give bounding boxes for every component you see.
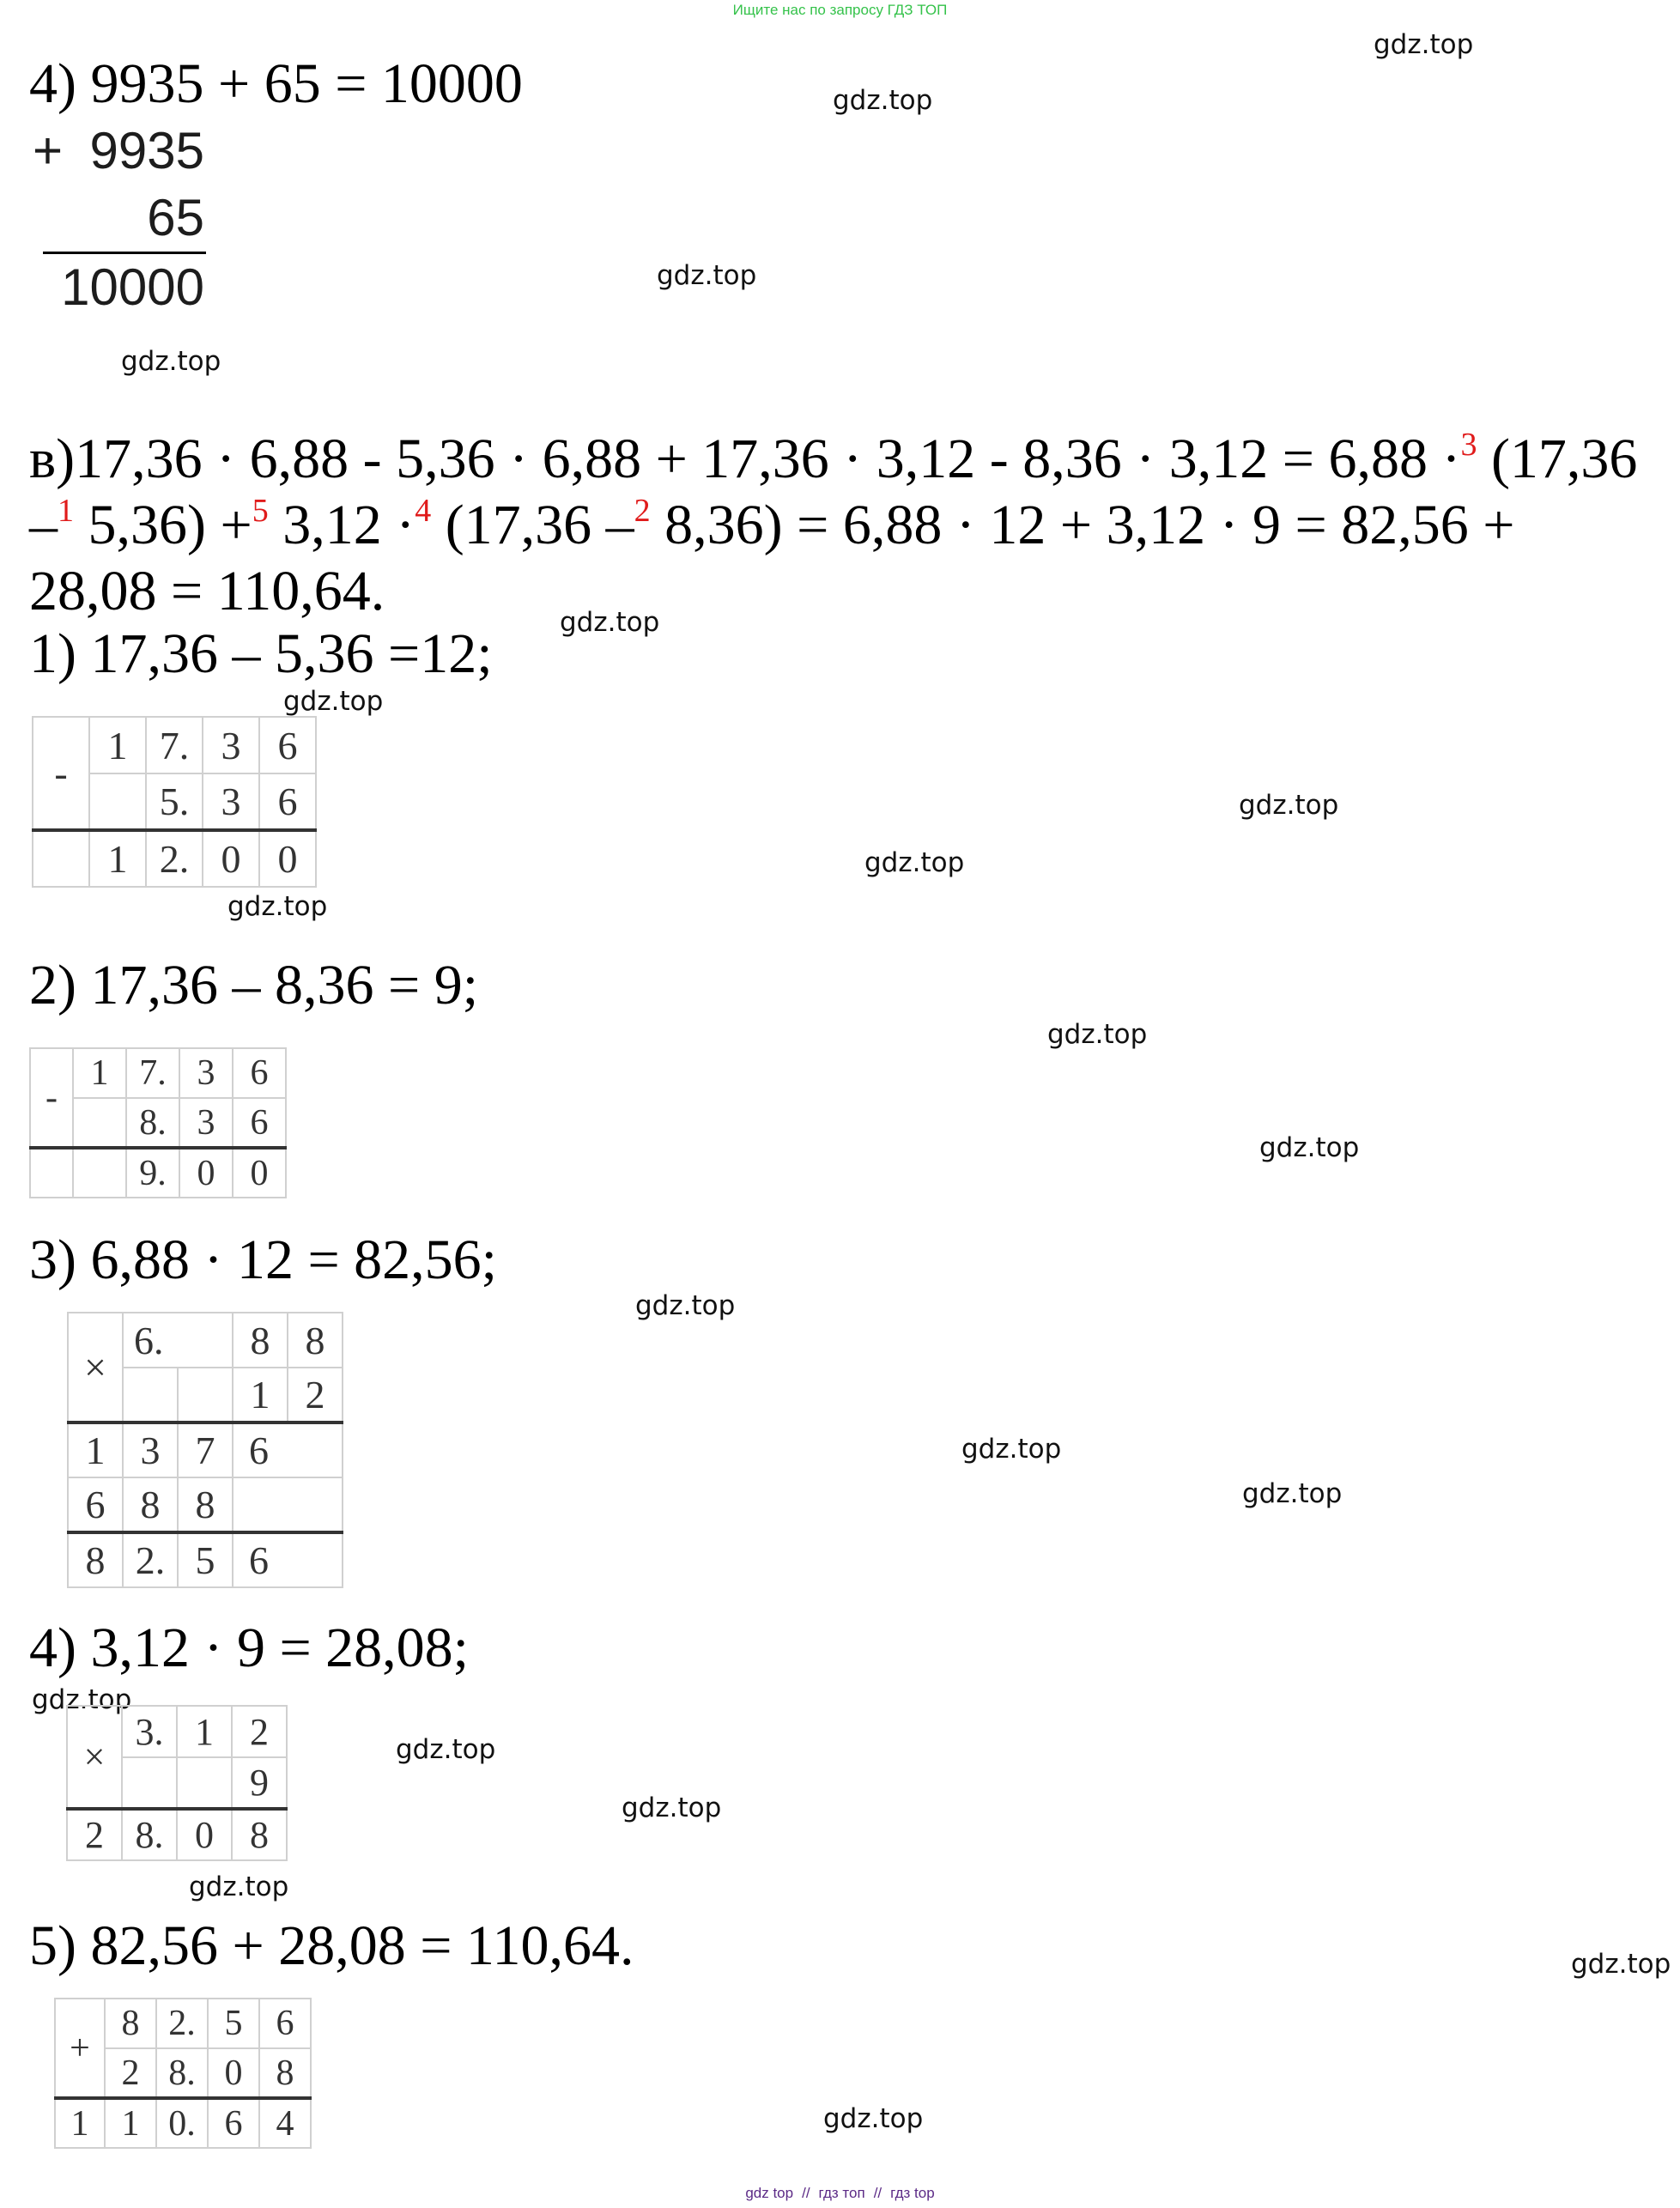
digit-cell: 6. [123, 1313, 233, 1368]
digit-cell: 5 [178, 1532, 233, 1587]
watermark: gdz.top [864, 847, 965, 878]
expression-part: 5,36) + [74, 494, 252, 556]
digit-cell: 1 [68, 1422, 123, 1477]
digit-cell: 2. [123, 1532, 178, 1587]
digit-cell: 1 [73, 1048, 126, 1098]
watermark: gdz.top [1047, 1019, 1148, 1050]
watermark: gdz.top [657, 260, 757, 291]
digit-cell: 8 [123, 1477, 178, 1532]
digit-cell: 5 [208, 1999, 259, 2048]
digit-cell: 8 [68, 1532, 123, 1587]
digit-cell [233, 1477, 343, 1532]
order-mark: 2 [634, 493, 651, 529]
expression-part: 3,12 · [268, 494, 415, 556]
watermark: gdz.top [635, 1290, 736, 1321]
step-2-table [29, 1047, 287, 1198]
digit-cell: 2. [146, 830, 203, 887]
watermark: gdz.top [961, 1434, 1062, 1465]
digit-cell: 1 [89, 830, 146, 887]
digit-cell: 2 [288, 1368, 343, 1422]
digit-cell: 0 [203, 830, 259, 887]
digit-cell: 8. [126, 1098, 179, 1148]
digit-cell: 9 [232, 1757, 287, 1809]
watermark: gdz.top [121, 346, 221, 377]
digit-cell [177, 1757, 232, 1809]
step-1-title: 1) 17,36 – 5,36 =12; [29, 622, 493, 685]
expression-part: 8,36) = 6,88 · 12 + 3,12 · 9 = 82,56 + 28,08 = 110,64. [29, 494, 1515, 622]
digit-cell: 0 [233, 1148, 286, 1198]
digit-cell: 2 [232, 1706, 287, 1757]
order-mark: 3 [1460, 427, 1477, 463]
digit-cell: 6 [68, 1477, 123, 1532]
operator: × [67, 1706, 122, 1809]
digit-cell [33, 830, 89, 887]
digit-cell: 8 [233, 1313, 288, 1368]
step-5-title: 5) 82,56 + 28,08 = 110,64. [29, 1914, 634, 1977]
digit-cell: 2 [105, 2048, 156, 2098]
digit-cell [178, 1368, 233, 1422]
digit-cell: 8. [122, 1809, 177, 1860]
digit-cell: 3 [203, 717, 259, 773]
digit-cell: 0. [156, 2098, 208, 2148]
digit-cell: 1 [105, 2098, 156, 2148]
watermark: gdz.top [32, 1684, 132, 1715]
watermark: gdz.top [823, 2103, 924, 2134]
footer-separator: // [873, 2185, 882, 2201]
footer-links [0, 2185, 1680, 2202]
digit-cell [89, 773, 146, 830]
step-4-title: 4) 3,12 · 9 = 28,08; [29, 1617, 470, 1679]
digit-cell: 6 [208, 2098, 259, 2148]
expression-v [29, 426, 1643, 624]
expression-part: (17,36 – [29, 428, 1638, 556]
addend-top: 9935 [89, 122, 204, 179]
footer-link[interactable]: гдз топ [818, 2185, 865, 2201]
digit-cell: 8 [259, 2048, 311, 2098]
digit-cell: 8 [178, 1477, 233, 1532]
top-banner: Ищите нас по запросу ГДЗ ТОП [732, 2, 948, 18]
watermark: gdz.top [396, 1734, 496, 1765]
operator: + [55, 1999, 105, 2098]
digit-cell: 3 [203, 773, 259, 830]
digit-cell: 0 [177, 1809, 232, 1860]
watermark: gdz.top [1239, 790, 1339, 821]
step-3-title: 3) 6,88 · 12 = 82,56; [29, 1228, 498, 1291]
order-mark: 1 [58, 493, 74, 529]
digit-cell: 8 [288, 1313, 343, 1368]
digit-cell [73, 1098, 126, 1148]
watermark: gdz.top [1571, 1949, 1671, 1980]
digit-cell: 6 [233, 1422, 343, 1477]
digit-cell: 6 [259, 773, 316, 830]
digit-cell: 6 [233, 1048, 286, 1098]
digit-cell: 8 [105, 1999, 156, 2048]
watermark: gdz.top [283, 686, 384, 717]
watermark: gdz.top [1259, 1132, 1360, 1163]
step-3-table [67, 1312, 343, 1588]
digit-cell: 7. [146, 717, 203, 773]
sum-result: 10000 [61, 258, 204, 316]
digit-cell: 8 [232, 1809, 287, 1860]
digit-cell [30, 1148, 73, 1198]
digit-cell: 6 [259, 1999, 311, 2048]
digit-cell: 2 [67, 1809, 122, 1860]
digit-cell: 0 [179, 1148, 233, 1198]
equation-4: 4) 9935 + 65 = 10000 [29, 52, 523, 115]
digit-cell [73, 1148, 126, 1198]
digit-cell: 3 [179, 1098, 233, 1148]
footer-separator: // [802, 2185, 810, 2201]
expression-part: (17,36 – [431, 494, 634, 556]
watermark: gdz.top [1242, 1478, 1343, 1509]
digit-cell: 4 [259, 2098, 311, 2148]
digit-cell: 5. [146, 773, 203, 830]
footer-link[interactable]: gdz top [745, 2185, 794, 2201]
watermark: gdz.top [560, 607, 660, 638]
digit-cell [123, 1368, 178, 1422]
digit-cell: 3 [123, 1422, 178, 1477]
watermark: gdz.top [1374, 29, 1474, 60]
digit-cell: 1 [89, 717, 146, 773]
watermark: gdz.top [189, 1871, 289, 1902]
plus-sign: + [33, 122, 64, 179]
footer-link[interactable]: гдз top [890, 2185, 935, 2201]
digit-cell: 6 [233, 1532, 343, 1587]
addend-bottom: 65 [147, 189, 204, 246]
step-2-title: 2) 17,36 – 8,36 = 9; [29, 954, 479, 1016]
watermark: gdz.top [227, 891, 328, 922]
expression-prefix: в)17,36 · 6,88 - 5,36 · 6,88 + 17,36 · 3,12 - 8,36 · 3,12 = 6,88 · [29, 428, 1461, 490]
watermark: gdz.top [833, 85, 933, 116]
digit-cell: 7 [178, 1422, 233, 1477]
step-4-table [66, 1705, 288, 1861]
digit-cell [122, 1757, 177, 1809]
digit-cell: 8. [156, 2048, 208, 2098]
digit-cell: 0 [259, 830, 316, 887]
column-addition [33, 118, 206, 321]
watermark: gdz.top [622, 1792, 722, 1823]
operator: × [68, 1313, 123, 1422]
digit-cell: 6 [259, 717, 316, 773]
step-5-table [54, 1998, 312, 2149]
order-mark: 5 [252, 493, 269, 529]
digit-cell: 3 [179, 1048, 233, 1098]
operator: - [30, 1048, 73, 1148]
digit-cell: 9. [126, 1148, 179, 1198]
digit-cell: 7. [126, 1048, 179, 1098]
digit-cell: 1 [177, 1706, 232, 1757]
order-mark: 4 [415, 493, 432, 529]
step-1-table [32, 716, 317, 888]
digit-cell: 0 [208, 2048, 259, 2098]
digit-cell: 1 [55, 2098, 105, 2148]
digit-cell: 6 [233, 1098, 286, 1148]
digit-cell: 3. [122, 1706, 177, 1757]
digit-cell: 2. [156, 1999, 208, 2048]
digit-cell: 1 [233, 1368, 288, 1422]
operator: - [33, 717, 89, 830]
